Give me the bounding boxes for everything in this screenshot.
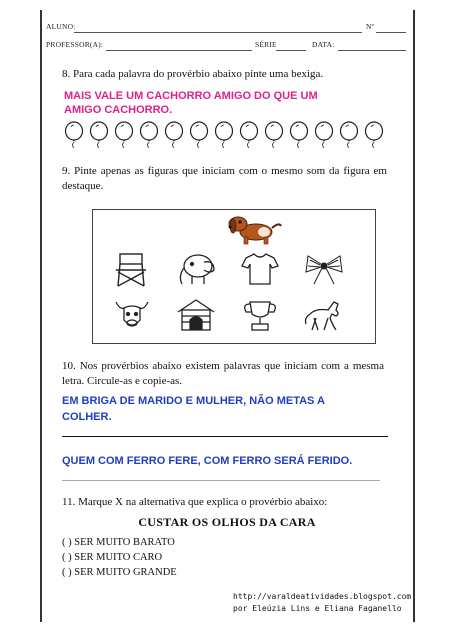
balloon-icon[interactable]: [287, 121, 311, 149]
aluno-label: ALUNO:: [46, 22, 76, 31]
q10-proverb2: QUEM COM FERRO FERE, COM FERRO SERÁ FERIDO.: [62, 455, 353, 467]
q9-prompt: 9. Pinte apenas as figuras que iniciam com o mesmo som da figura em destaque.: [62, 165, 387, 192]
chair-icon: [110, 250, 154, 293]
balloon-icon[interactable]: [337, 121, 361, 149]
credit-url[interactable]: http://varaldeatividades.blogspot.com: [233, 592, 412, 601]
left-margin-bar: [40, 10, 42, 622]
balloon-icon[interactable]: [212, 121, 236, 149]
q11-prompt: 11. Marque X na alternativa que explica o provérbio abaixo:: [62, 496, 328, 508]
balloon-icon[interactable]: [112, 121, 136, 149]
q10-answer-line-2[interactable]: [62, 480, 380, 481]
balloon-icon[interactable]: [137, 121, 161, 149]
data-line: [338, 50, 406, 51]
right-margin-bar: [413, 10, 415, 622]
q8-proverb-line2: AMIGO CACHORRO.: [64, 104, 173, 116]
balloon-icon[interactable]: [362, 121, 386, 149]
balloon-icon[interactable]: [237, 121, 261, 149]
professor-label: PROFESSOR(A):: [46, 40, 104, 49]
q10-proverb1-line1: EM BRIGA DE MARIDO E MULHER, NÃO METAS A: [62, 395, 325, 407]
balloon-icon[interactable]: [87, 121, 111, 149]
credit-authors: por Eleúzia Lins e Eliana Faganello: [233, 604, 402, 613]
data-label: DATA:: [312, 40, 335, 49]
q11-proverb: CUSTAR OS OLHOS DA CARA: [138, 515, 316, 529]
q10-proverb1-line2: COLHER.: [62, 411, 112, 423]
q11-option-1[interactable]: ( ) SER MUITO BARATO: [62, 537, 175, 548]
aluno-line: [74, 32, 362, 33]
balloon-icon[interactable]: [312, 121, 336, 149]
q8-prompt: 8. Para cada palavra do provérbio abaixo pinte uma bexiga.: [62, 68, 324, 80]
balloon-icon[interactable]: [62, 121, 86, 149]
bow-icon: [302, 250, 346, 293]
q11-option-3[interactable]: ( ) SER MUITO GRANDE: [62, 567, 177, 578]
q10-prompt: 10. Nos provérbios abaixo existem palavras que iniciam com a mesma letra. Circule-as e copie-as.: [62, 360, 384, 387]
q11-option-2[interactable]: ( ) SER MUITO CARO: [62, 552, 163, 563]
q8-proverb-line1: MAIS VALE UM CACHORRO AMIGO DO QUE UM: [64, 90, 318, 102]
horse-icon: [302, 296, 346, 339]
balloon-icon[interactable]: [187, 121, 211, 149]
serie-line: [276, 50, 306, 51]
bull-icon: [110, 296, 154, 339]
balloon-icon[interactable]: [162, 121, 186, 149]
serie-label: SÉRIE: [255, 40, 277, 49]
doghouse-icon: [174, 296, 218, 339]
q10-answer-line-1[interactable]: [62, 436, 388, 437]
trophy-icon: [238, 296, 282, 339]
balloon-row: [62, 121, 386, 149]
professor-line: [106, 50, 252, 51]
shirt-icon: [238, 250, 282, 293]
elephant-icon: [174, 250, 218, 293]
numero-line: [376, 32, 406, 33]
balloon-icon[interactable]: [262, 121, 286, 149]
numero-label: Nº: [366, 22, 375, 31]
